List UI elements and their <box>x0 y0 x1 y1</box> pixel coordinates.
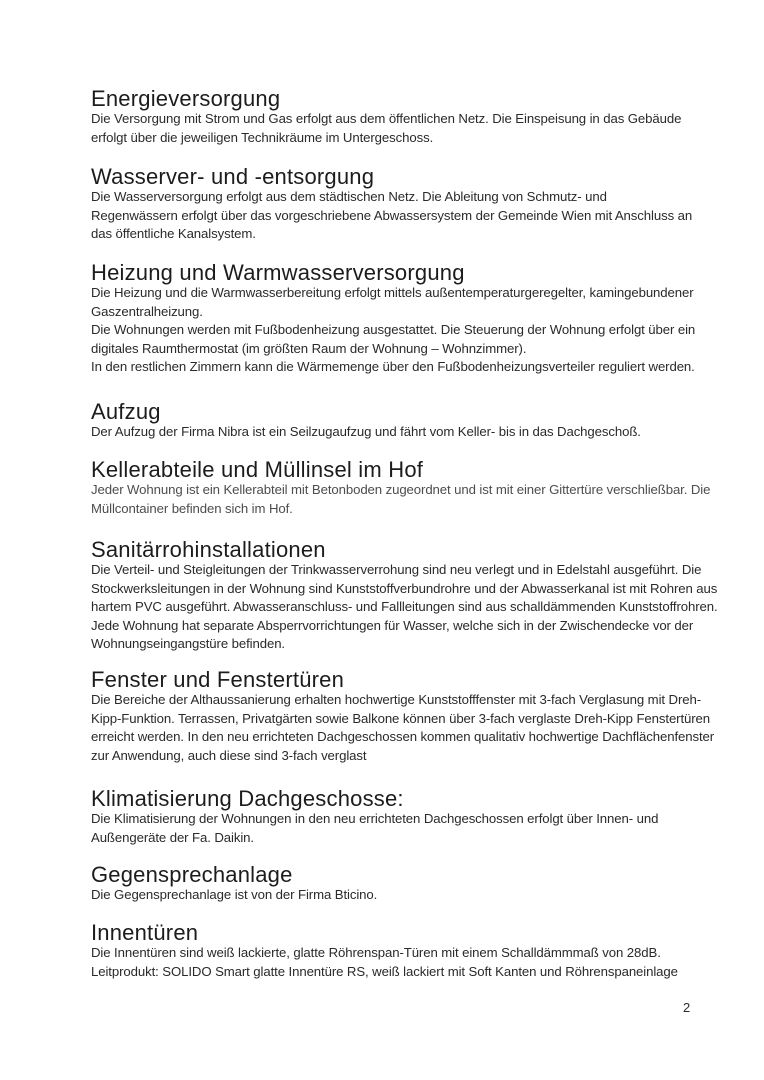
body-line: digitales Raumthermostat (im größten Raum der Wohnung – Wohnzimmer). <box>91 340 527 356</box>
section-gegensprechanlage <box>91 863 731 905</box>
body-line: Der Aufzug der Firma Nibra ist ein Seilzugaufzug und fährt vom Keller- bis in das Dachgeschoß. <box>91 424 641 439</box>
body-line: Jeder Wohnung ist ein Kellerabteil mit Betonboden zugeordnet und ist mit einer Gittertüre verschließbar. Die <box>91 482 711 497</box>
body-line: Außengeräte der Fa. Daikin. <box>91 829 254 845</box>
body-line: erreicht werden. In den neu errichteten Dachgeschossen kommen qualitativ hochwertige Dachflächenfenster <box>91 729 715 745</box>
body-line: Die Heizung und die Warmwasserbereitung erfolgt mittels außentemperaturgeregelter, kamingebundener <box>91 285 694 300</box>
body-line: Stockwerksleitungen in der Wohnung sind Kunststoffverbundrohre und der Abwasserkanal ist mit Rohren aus <box>91 580 718 596</box>
body-line: Jede Wohnung hat separate Absperrvorrichtungen für Wasser, welche sich in der Zwischendecke vor der <box>91 617 694 633</box>
body-line: Die Verteil- und Steigleitungen der Trinkwasserverrohung sind neu verlegt und in Edelstahl ausgeführt. Die <box>91 562 702 577</box>
section-kellerabteile <box>91 458 731 518</box>
body-line: Die Gegensprechanlage ist von der Firma Bticino. <box>91 887 378 902</box>
body-line: das öffentliche Kanalsystem. <box>91 226 256 242</box>
section-sanitaerrohinstallationen <box>91 538 731 654</box>
section-heading: Fenster und Fenstertüren <box>91 667 345 692</box>
section-innentueren <box>91 921 731 981</box>
section-heading: Kellerabteile und Müllinsel im Hof <box>91 457 424 482</box>
body-line: Gaszentralheizung. <box>91 303 203 319</box>
section-heading: Innentüren <box>91 920 199 945</box>
section-heading: Energieversorgung <box>91 86 281 111</box>
section-heading: Gegensprechanlage <box>91 862 293 887</box>
page-number: 2 <box>683 1000 691 1015</box>
section-heading: Klimatisierung Dachgeschosse: <box>91 786 404 811</box>
section-wasserversorgung <box>91 165 731 244</box>
body-line: Leitprodukt: SOLIDO Smart glatte Innentüre RS, weiß lackiert mit Soft Kanten und Röhrenspaneinlage <box>91 963 678 979</box>
section-aufzug <box>91 400 731 442</box>
section-heizung-warmwasser <box>91 261 731 377</box>
body-line: Die Wasserversorgung erfolgt aus dem städtischen Netz. Die Ableitung von Schmutz- und <box>91 189 607 204</box>
section-fenster <box>91 668 731 765</box>
body-line: Müllcontainer befinden sich im Hof. <box>91 500 293 516</box>
section-heading: Heizung und Warmwasserversorgung <box>91 260 465 285</box>
body-line: zur Anwendung, auch diese sind 3-fach verglast <box>91 747 367 763</box>
body-line: In den restlichen Zimmern kann die Wärmemenge über den Fußbodenheizungsverteiler reguliert werden. <box>91 359 695 375</box>
body-line: erfolgt über die jeweiligen Technikräume im Untergeschoss. <box>91 129 434 145</box>
body-line: hartem PVC ausgeführt. Abwasseranschluss- und Fallleitungen sind aus schalldämmenden Kunststoffrohren. <box>91 599 718 615</box>
section-heading: Wasserver- und -entsorgung <box>91 164 375 189</box>
body-line: Die Versorgung mit Strom und Gas erfolgt aus dem öffentlichen Netz. Die Einspeisung in das Gebäude <box>91 111 682 126</box>
section-klimatisierung <box>91 787 731 847</box>
body-line: Die Innentüren sind weiß lackierte, glatte Röhrenspan-Türen mit einem Schalldämmmaß von 28dB. <box>91 945 661 960</box>
body-line: Die Bereiche der Althaussanierung erhalten hochwertige Kunststofffenster mit 3-fach Verglasung mit Dreh- <box>91 692 701 707</box>
body-line: Regenwässern erfolgt über das vorgeschriebene Abwassersystem der Gemeinde Wien mit Anschluss an <box>91 207 693 223</box>
section-heading: Aufzug <box>91 399 161 424</box>
body-line: Die Klimatisierung der Wohnungen in den neu errichteten Dachgeschossen erfolgt über Innen- und <box>91 811 659 826</box>
section-heading: Sanitärrohinstallationen <box>91 537 326 562</box>
body-line: Kipp-Funktion. Terrassen, Privatgärten sowie Balkone können über 3-fach verglaste Dreh-Kipp Fenstertüren <box>91 710 711 726</box>
section-energieversorgung <box>91 87 731 147</box>
body-line: Die Wohnungen werden mit Fußbodenheizung ausgestattet. Die Steuerung der Wohnung erfolgt über ein <box>91 322 696 338</box>
body-line: Wohnungseingangstüre befinden. <box>91 636 285 652</box>
